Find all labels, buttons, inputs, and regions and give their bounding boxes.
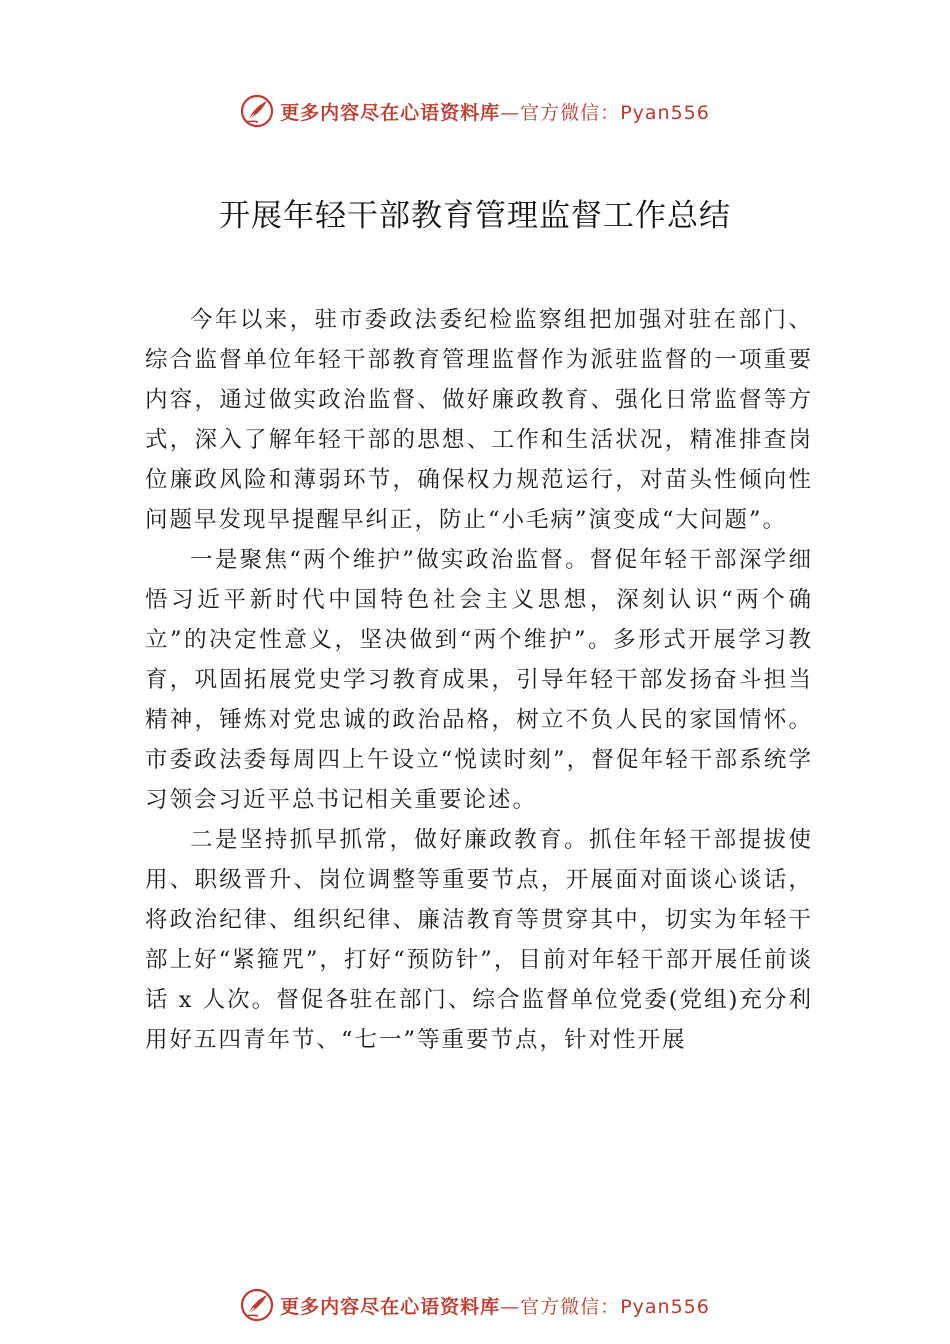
watermark-brand: 更多内容尽在心语资料库 [280,101,501,124]
document-body [145,300,813,1060]
paragraph-integrity-education: 二是坚持抓早抓常，做好廉政教育。抓住年轻干部提拔使用、职级晋升、岗位调整等重要节点，开展面对面谈心谈话，将政治纪律、组织纪律、廉洁教育等贯穿其中，切实为年轻干部上好“紧箍咒”，打好“预防针”，目前对年轻干部开展任前谈话 x 人次。督促各驻在部门、综合监督单位党委(党组)充分利用好五四青年节、“七一”等重要节点，针对性开展 [145,827,813,1053]
watermark-wechat-id: Pyan556 [620,1295,710,1318]
quill-pen-logo-icon [240,1288,274,1322]
watermark-label: 官方微信： [520,1295,621,1318]
paragraph-intro: 今年以来，驻市委政法委纪检监察组把加强对驻在部门、综合监督单位年轻干部教育管理监督作为派驻监督的一项重要内容，通过做实政治监督、做好廉政教育、强化日常监督等方式，深入了解年轻干部的思想、工作和生活状况，精准排查岗位廉政风险和薄弱环节，确保权力规范运行，对苗头性倾向性问题早发现早提醒早纠正，防止“小毛病”演变成“大问题”。 [145,307,813,533]
watermark-dash: — [500,101,521,124]
quill-pen-logo-icon [240,94,274,128]
watermark-brand: 更多内容尽在心语资料库 [280,1295,501,1318]
watermark-label: 官方微信： [520,101,621,124]
footer-watermark [0,1288,950,1322]
watermark-wechat-id: Pyan556 [620,101,710,124]
document-title: 开展年轻干部教育管理监督工作总结 [219,198,731,234]
header-watermark [0,94,950,128]
paragraph-political-supervision: 一是聚焦“两个维护”做实政治监督。督促年轻干部深学细悟习近平新时代中国特色社会主义思想，深刻认识“两个确立”的决定性意义，坚决做到“两个维护”。多形式开展学习教育，巩固拓展党史学习教育成果，引导年轻干部发扬奋斗担当精神，锤炼对党忠诚的政治品格，树立不负人民的家国情怀。市委政法委每周四上午设立“悦读时刻”，督促年轻干部系统学习领会习近平总书记相关重要论述。 [145,547,813,813]
watermark-dash: — [500,1295,521,1318]
watermark-text [280,1292,710,1319]
watermark-text [280,98,710,125]
